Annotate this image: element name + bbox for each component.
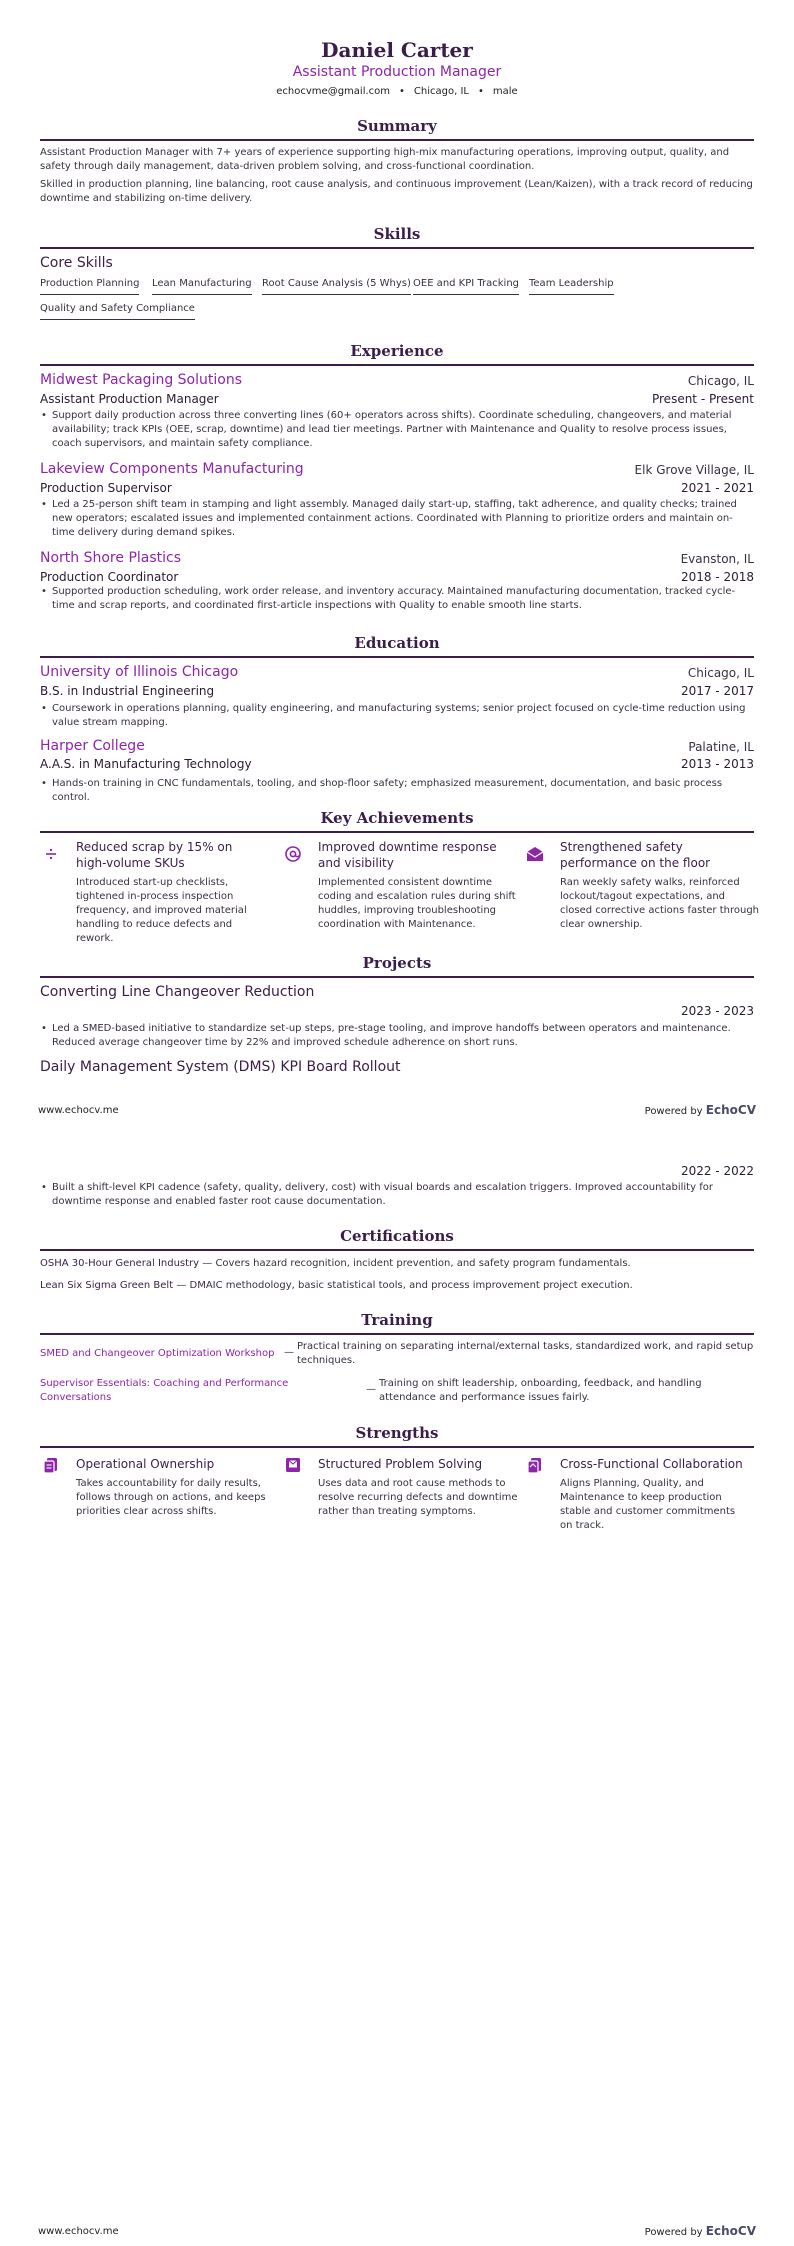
- training-name: SMED and Changeover Optimization Workshop: [40, 1348, 275, 1359]
- section-title-summary: Summary: [357, 117, 437, 135]
- brand-logo[interactable]: EchoCV: [705, 2224, 756, 2238]
- section-title-education: Education: [354, 634, 440, 652]
- education-bullet: • Hands-on training in CNC fundamentals, tooling, and shop-floor safety; emphasized measurement, documentation, and basic process control.: [40, 777, 754, 805]
- project-title: Daily Management System (DMS) KPI Board Rollout: [40, 1059, 401, 1075]
- certification-item: [40, 1258, 631, 1269]
- training-desc: Training on shift leadership, onboarding, feedback, and handling attendance and performance issues fairly.: [379, 1378, 702, 1403]
- footer-powered: [645, 1103, 756, 1117]
- powered-by-text: Powered by: [644, 1106, 703, 1117]
- certification-item: [40, 1280, 633, 1291]
- separator-dot: •: [478, 86, 484, 97]
- job-role: Production Coordinator: [40, 570, 179, 584]
- section-divider: [40, 831, 754, 833]
- section-title-certifications: Certifications: [340, 1227, 454, 1245]
- brand-logo[interactable]: EchoCV: [705, 1103, 756, 1117]
- section-divider: [40, 139, 754, 141]
- skill-tag: Lean Manufacturing: [152, 278, 252, 295]
- handshake-icon: [526, 1456, 544, 1474]
- training-name: Supervisor Essentials: Coaching and Performance Conversations: [40, 1378, 289, 1403]
- school-location: Chicago, IL: [687, 666, 754, 680]
- job-role: Assistant Production Manager: [40, 392, 219, 406]
- separator-dot: •: [399, 86, 405, 97]
- footer-site-link[interactable]: www.echocv.me: [38, 1105, 119, 1116]
- project-dates: 2022 - 2022: [680, 1164, 754, 1178]
- skill-tag: Root Cause Analysis (5 Whys): [262, 278, 411, 295]
- project-bullet: • Built a shift-level KPI cadence (safety, quality, delivery, cost) with visual boards and escalation triggers. Improved accountability for downtime response and enabled faster root cause documentation.: [40, 1181, 754, 1209]
- achievement-desc: Ran weekly safety walks, reinforced lockout/tagout expectations, and closed corrective actions faster through clear ownership.: [560, 877, 760, 930]
- section-divider: [40, 976, 754, 978]
- candidate-name: Daniel Carter: [321, 38, 473, 62]
- section-divider: [40, 656, 754, 658]
- dash: —: [366, 1384, 376, 1395]
- job-role: Production Supervisor: [40, 481, 172, 495]
- achievement-title: Reduced scrap by 15% on high-volume SKUs: [76, 840, 233, 870]
- strength-title: Structured Problem Solving: [318, 1457, 483, 1471]
- job-dates: Present - Present: [651, 392, 754, 406]
- achievement-desc: Implemented consistent downtime coding and escalation rules during shift huddles, improving troubleshooting coordination with Maintenance.: [318, 877, 516, 930]
- education-bullet: • Coursework in operations planning, quality engineering, and manufacturing systems; senior project focused on cycle-time reduction using value stream mapping.: [40, 702, 754, 730]
- clipboard-icon: [42, 1456, 60, 1474]
- job-dates: 2018 - 2018: [680, 570, 754, 584]
- school-name: University of Illinois Chicago: [40, 664, 239, 680]
- company-name: Midwest Packaging Solutions: [40, 372, 242, 388]
- achievement-title: Improved downtime response and visibility: [318, 840, 497, 870]
- strength-title: Operational Ownership: [76, 1457, 215, 1471]
- job-bullet: • Support daily production across three converting lines (60+ operators across shifts). Coordinate scheduling, changeovers, and material availability; track KPIs (OEE, scrap, downtime) and lead tier meetings. Partner with Maintenance and Quality to resolve process issues, coach supervisors, and maintain safety compliance.: [40, 409, 754, 451]
- degree: A.A.S. in Manufacturing Technology: [40, 757, 252, 771]
- contact-line: [0, 86, 794, 97]
- certification-desc: DMAIC methodology, basic statistical tools, and process improvement project execution.: [189, 1280, 633, 1291]
- skills-heading: Core Skills: [40, 255, 113, 271]
- contact-gender: male: [492, 86, 518, 97]
- job-bullet: • Led a 25-person shift team in stamping and light assembly. Managed daily start-up, staffing, takt adherence, and quality checks; trained new operators; escalated issues and implemented containment actions. Coordinated with Planning to prioritize orders and maintain on-time delivery during demand spikes.: [40, 498, 754, 540]
- strength-desc: Aligns Planning, Quality, and Maintenance to keep production stable and customer commitments on track.: [560, 1478, 736, 1531]
- company-name: North Shore Plastics: [40, 550, 182, 566]
- summary-paragraph: Skilled in production planning, line balancing, root cause analysis, and continuous improvement (Lean/Kaizen), with a track record of reducing downtime and stabilizing on-time delivery.: [40, 179, 753, 204]
- skill-tag: OEE and KPI Tracking: [413, 278, 519, 295]
- strength-desc: Uses data and root cause methods to resolve recurring defects and downtime rather than treating symptoms.: [318, 1478, 518, 1517]
- strength-title: Cross-Functional Collaboration: [560, 1457, 743, 1471]
- footer-site-link[interactable]: www.echocv.me: [38, 2226, 119, 2237]
- section-divider: [40, 247, 754, 249]
- education-dates: 2017 - 2017: [680, 684, 754, 698]
- project-dates: 2023 - 2023: [680, 1004, 754, 1018]
- job-location: Chicago, IL: [687, 374, 754, 388]
- contact-email[interactable]: echocvme@gmail.com: [276, 86, 391, 97]
- job-bullet: • Supported production scheduling, work order release, and inventory accuracy. Maintained manufacturing documentation, tracked cycle-time and scrap reports, and coordinated first-article inspections with Quality to enable smooth line starts.: [40, 585, 754, 613]
- section-title-projects: Projects: [362, 954, 432, 972]
- scale-icon: [42, 845, 60, 863]
- job-location: Evanston, IL: [680, 552, 754, 566]
- certification-name: OSHA 30-Hour General Industry: [40, 1258, 200, 1269]
- certification-name: Lean Six Sigma Green Belt: [40, 1280, 174, 1291]
- strength-desc: Takes accountability for daily results, follows through on actions, and keeps priorities clear across shifts.: [76, 1478, 266, 1517]
- school-location: Palatine, IL: [688, 740, 754, 754]
- achievement-title: Strengthened safety performance on the floor: [560, 840, 711, 870]
- dash: —: [176, 1280, 187, 1291]
- section-divider: [40, 1333, 754, 1335]
- job-dates: 2021 - 2021: [680, 481, 754, 495]
- skill-tag: Team Leadership: [529, 278, 614, 295]
- section-divider: [40, 1446, 754, 1448]
- certification-desc: Covers hazard recognition, incident prevention, and safety program fundamentals.: [215, 1258, 631, 1269]
- section-title-achievements: Key Achievements: [320, 809, 474, 827]
- contact-location: Chicago, IL: [413, 86, 469, 97]
- training-desc: Practical training on separating internal/external tasks, standardized work, and rapid setup techniques.: [297, 1341, 754, 1366]
- section-divider: [40, 1249, 754, 1251]
- section-title-experience: Experience: [350, 342, 444, 360]
- dash: —: [284, 1347, 294, 1358]
- achievement-desc: Introduced start-up checklists, tightened in-process inspection frequency, and improved material handling to reduce defects and rework.: [76, 877, 247, 944]
- job-location: Elk Grove Village, IL: [634, 463, 754, 477]
- company-name: Lakeview Components Manufacturing: [40, 461, 304, 477]
- at-sign-icon: [284, 845, 302, 863]
- project-title: Converting Line Changeover Reduction: [40, 984, 315, 1000]
- section-divider: [40, 364, 754, 366]
- education-dates: 2013 - 2013: [680, 757, 754, 771]
- degree: B.S. in Industrial Engineering: [40, 684, 215, 698]
- powered-by-text: Powered by: [644, 2227, 703, 2238]
- book-icon: [284, 1456, 302, 1474]
- envelope-open-icon: [526, 845, 544, 863]
- section-title-skills: Skills: [373, 225, 421, 243]
- section-title-strengths: Strengths: [355, 1424, 439, 1442]
- footer-powered: [645, 2224, 756, 2238]
- candidate-title: Assistant Production Manager: [292, 64, 502, 80]
- project-bullet: • Led a SMED-based initiative to standardize set-up steps, pre-stage tooling, and improve handoffs between operators and maintenance. Reduced average changeover time by 22% and improved schedule adherence on short runs.: [40, 1022, 754, 1050]
- school-name: Harper College: [40, 738, 145, 754]
- skill-tag: Production Planning: [40, 278, 139, 295]
- skill-tag: Quality and Safety Compliance: [40, 303, 195, 320]
- dash: —: [202, 1258, 213, 1269]
- section-title-training: Training: [361, 1311, 433, 1329]
- summary-paragraph: Assistant Production Manager with 7+ years of experience supporting high-mix manufacturing operations, improving output, quality, and safety through daily management, data-driven problem solving, and cross-functional coordination.: [40, 147, 730, 172]
